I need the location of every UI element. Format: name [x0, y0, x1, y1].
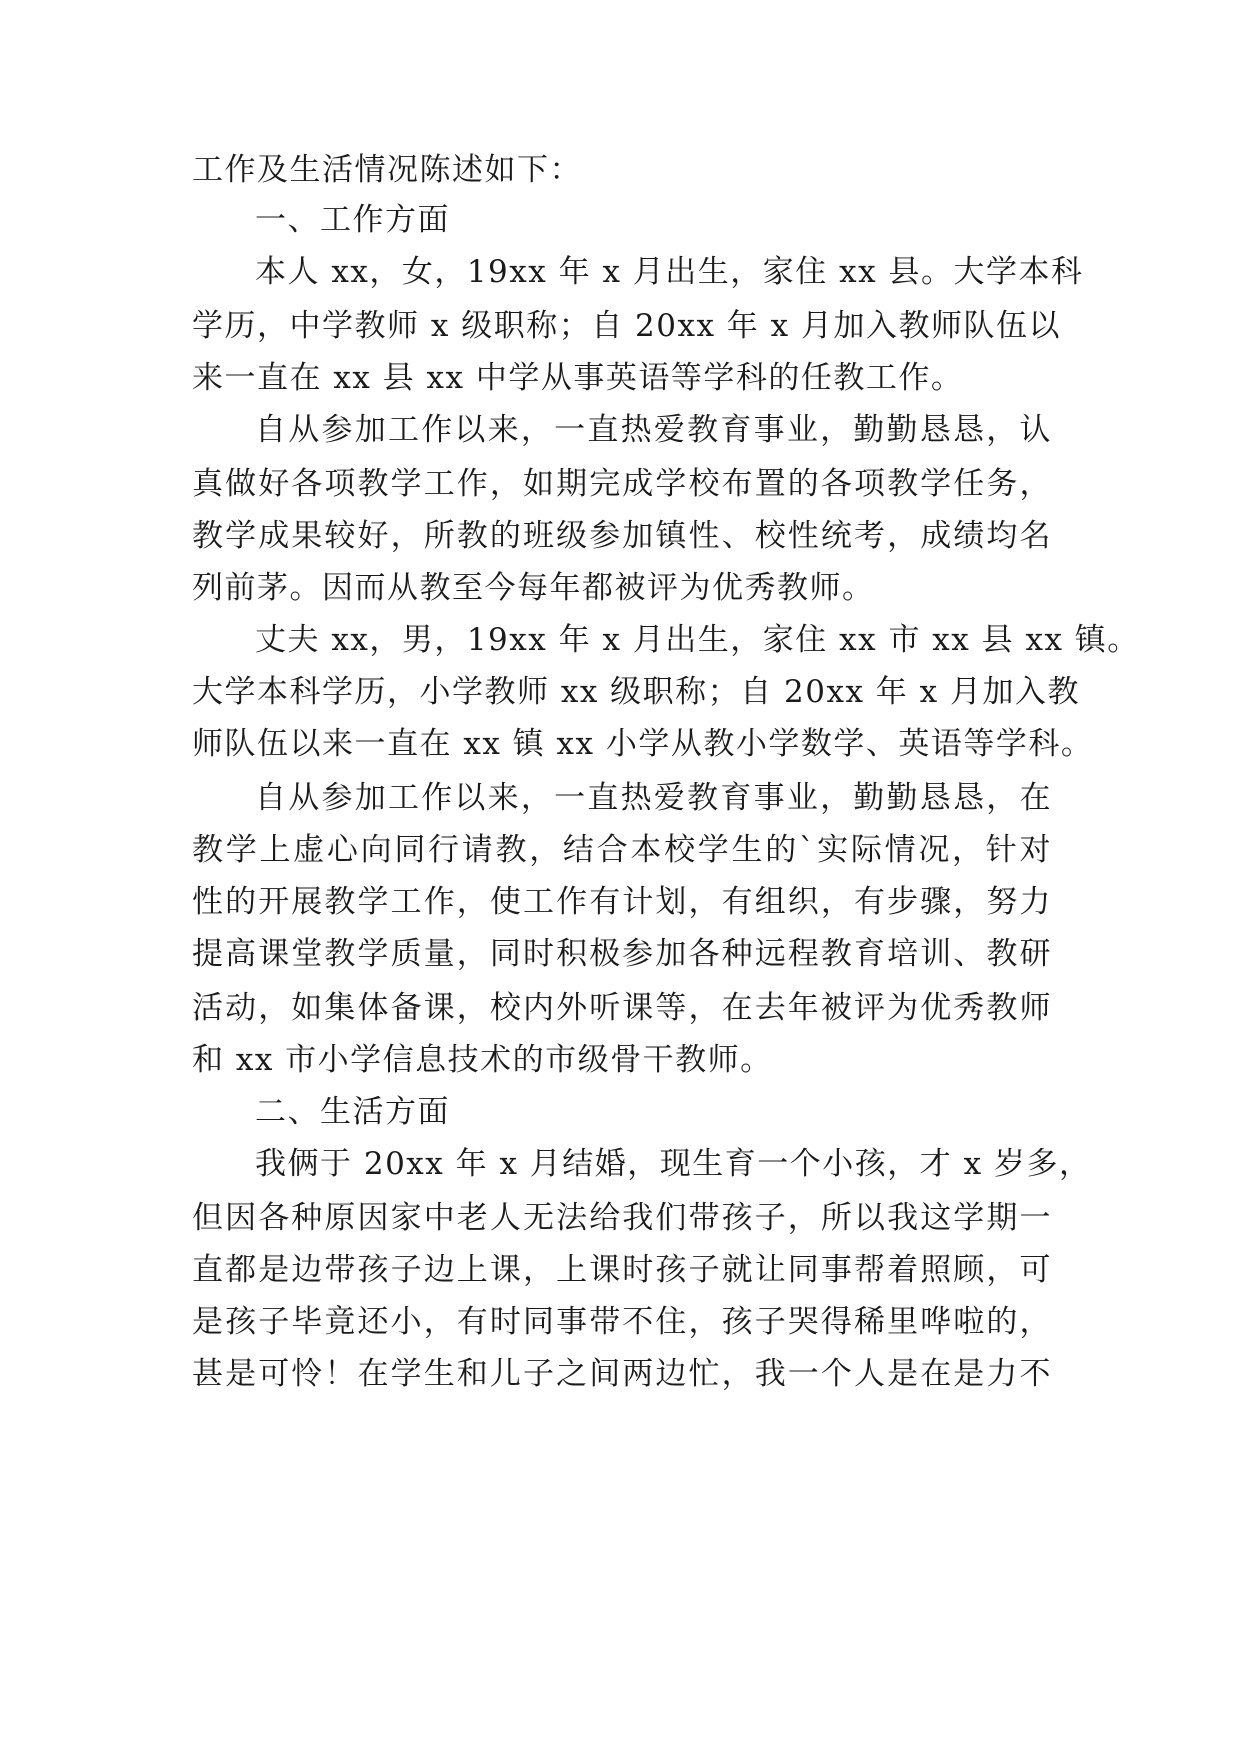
paragraph-line: 教学成果较好，所教的班级参加镇性、校性统考，成绩均名	[192, 518, 1052, 554]
paragraph-line: 自从参加工作以来，一直热爱教育事业，勤勤恳恳，认	[255, 412, 1052, 448]
paragraph-line: 学历，中学教师 x 级职称；自 20xx 年 x 月加入教师队伍以	[192, 308, 1061, 344]
paragraph-line: 自从参加工作以来，一直热爱教育事业，勤勤恳恳，在	[255, 780, 1052, 816]
paragraph-line: 但因各种原因家中老人无法给我们带孩子，所以我这学期一	[192, 1200, 1052, 1236]
section-heading-life: 二、生活方面	[255, 1094, 450, 1130]
paragraph-line: 真做好各项教学工作，如期完成学校布置的各项教学任务，	[192, 466, 1052, 502]
paragraph-line: 是孩子毕竟还小，有时同事带不住，孩子哭得稀里哗啦的，	[192, 1304, 1052, 1340]
paragraph-line: 本人 xx，女，19xx 年 x 月出生，家住 xx 县。大学本科	[255, 254, 1084, 290]
paragraph-line: 和 xx 市小学信息技术的市级骨干教师。	[192, 1042, 773, 1078]
paragraph-line: 甚是可怜！在学生和儿子之间两边忙，我一个人是在是力不	[192, 1356, 1052, 1392]
paragraph-line: 提高课堂教学质量，同时积极参加各种远程教育培训、教研	[192, 936, 1052, 972]
paragraph-line-intro: 工作及生活情况陈述如下：	[192, 152, 582, 188]
paragraph-line: 大学本科学历，小学教师 xx 级职称；自 20xx 年 x 月加入教	[192, 674, 1080, 710]
paragraph-line: 来一直在 xx 县 xx 中学从事英语等学科的任教工作。	[192, 360, 964, 396]
paragraph-line: 师队伍以来一直在 xx 镇 xx 小学从教小学数学、英语等学科。	[192, 726, 1094, 762]
paragraph-line: 列前茅。因而从教至今每年都被评为优秀教师。	[192, 570, 875, 606]
paragraph-line: 丈夫 xx，男，19xx 年 x 月出生，家住 xx 市 xx 县 xx 镇。	[255, 622, 1140, 658]
section-heading-work: 一、工作方面	[255, 202, 450, 238]
paragraph-line: 教学上虚心向同行请教，结合本校学生的`实际情况，针对	[192, 832, 1052, 868]
paragraph-line: 活动，如集体备课，校内外听课等，在去年被评为优秀教师	[192, 990, 1052, 1026]
paragraph-line: 直都是边带孩子边上课，上课时孩子就让同事帮着照顾，可	[192, 1252, 1052, 1288]
paragraph-line: 我俩于 20xx 年 x 月结婚，现生育一个小孩，才 x 岁多，	[255, 1146, 1092, 1182]
paragraph-line: 性的开展教学工作，使工作有计划，有组织，有步骤，努力	[192, 884, 1052, 920]
